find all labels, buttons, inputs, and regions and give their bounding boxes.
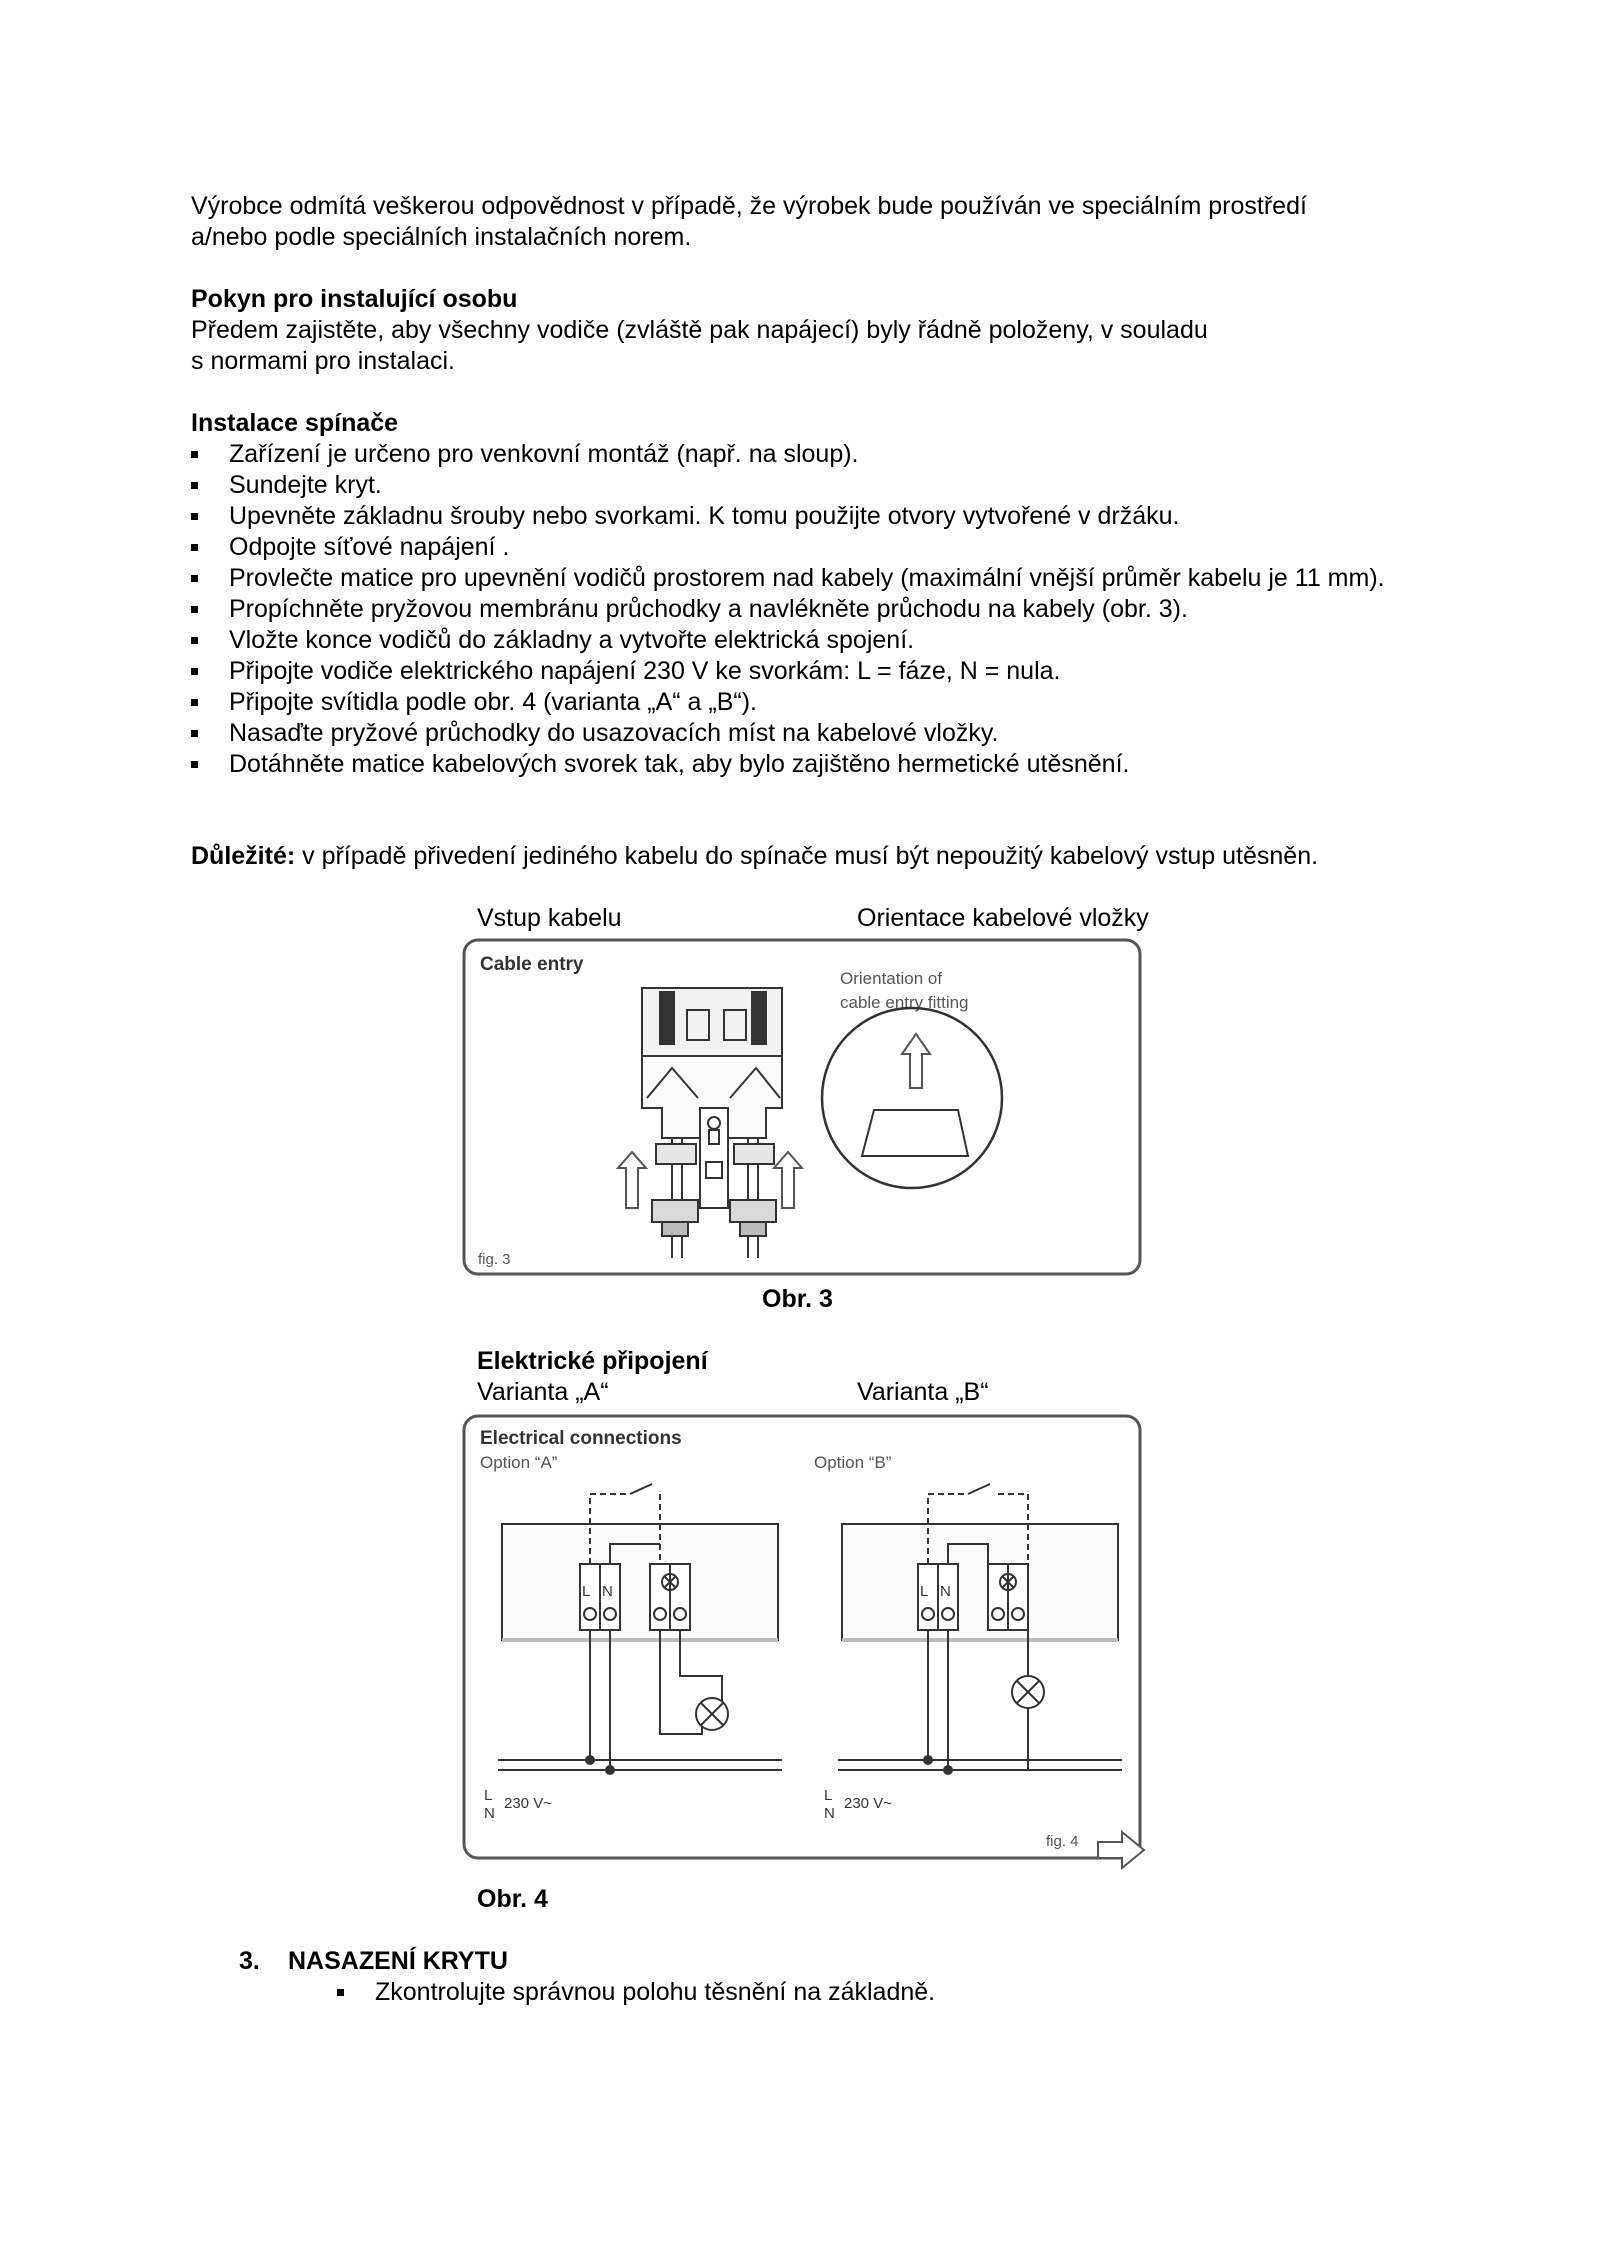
installer-heading: Pokyn pro instalující osobu <box>191 285 518 313</box>
cable-entry-fitting-shape <box>862 1110 968 1156</box>
list-item: Nasaďte pryžové průchodky do usazovacích míst na kabelové vložky. <box>191 718 1449 749</box>
intro-line-2: a/nebo podle speciálních instalačních norem. <box>191 223 692 251</box>
term-n-a: N <box>602 1583 613 1600</box>
fig4-heading: Elektrické připojení <box>477 1347 708 1375</box>
switch-install-heading: Instalace spínače <box>191 409 399 437</box>
bullet-icon <box>191 513 198 520</box>
important-label: Důležité: <box>191 842 296 870</box>
term-l-b: L <box>920 1583 929 1600</box>
installer-line-2: s normami pro instalaci. <box>191 347 455 375</box>
bullet-icon <box>337 1989 344 1996</box>
list-item: Odpojte síťové napájení . <box>191 532 1449 563</box>
list-item: Připojte svítidla podle obr. 4 (varianta „A“ a „B“). <box>191 687 1449 718</box>
fig4-caption: Obr. 4 <box>477 1885 548 1913</box>
bullet-icon <box>191 668 198 675</box>
fig3-title: Cable entry <box>480 954 584 975</box>
fig4-title: Electrical connections <box>480 1428 682 1449</box>
arrow-up-icon <box>902 1034 930 1088</box>
section3-title: NASAZENÍ KRYTU <box>288 1947 508 1975</box>
fig3-frame <box>464 940 1140 1274</box>
fig3-label-right: Orientace kabelové vložky <box>857 904 1149 932</box>
intro-line-1: Výrobce odmítá veškerou odpovědnost v případě, že výrobek bude používán ve speciálním prostředí <box>191 192 1307 220</box>
switch-install-list <box>191 439 1449 780</box>
supply-l-b: L <box>824 1787 833 1804</box>
list-item: Zařízení je určeno pro venkovní montáž (např. na sloup). <box>191 439 1449 470</box>
page-turn-arrow-icon <box>1098 1832 1144 1868</box>
list-item: Dotáhněte matice kabelových svorek tak, aby bylo zajištěno hermetické utěsnění. <box>191 749 1449 780</box>
fig3-orientation-line-1: Orientation of <box>840 969 943 988</box>
fig3-orientation-line-2: cable entry fitting <box>840 993 969 1012</box>
switch-body-drawing <box>642 988 782 1258</box>
bullet-icon <box>191 544 198 551</box>
list-item: Sundejte kryt. <box>191 470 1449 501</box>
list-item: Upevněte základnu šrouby nebo svorkami. K tomu použijte otvory vytvořené v držáku. <box>191 501 1449 532</box>
voltage-a: 230 V~ <box>504 1795 552 1812</box>
junction-dot <box>923 1755 933 1765</box>
arrow-up-icon <box>774 1152 802 1208</box>
fig3-tag: fig. 3 <box>478 1251 511 1268</box>
installer-line-1: Předem zajistěte, aby všechny vodiče (zvláště pak napájecí) byly řádně položeny, v souladu <box>191 316 1208 344</box>
section3-list <box>337 1977 935 2008</box>
list-item: Provlečte matice pro upevnění vodičů prostorem nad kabely (maximální vnější průměr kabelu je 11 mm). <box>191 563 1449 594</box>
supply-n-a: N <box>484 1805 495 1822</box>
fig4-option-a: Option “A” <box>480 1453 558 1472</box>
supply-l-a: L <box>484 1787 493 1804</box>
junction-dot <box>585 1755 595 1765</box>
bullet-icon <box>191 730 198 737</box>
bullet-icon <box>191 761 198 768</box>
list-item: Vložte konce vodičů do základny a vytvořte elektrická spojení. <box>191 625 1449 656</box>
important-note <box>191 841 1318 872</box>
bullet-icon <box>191 482 198 489</box>
junction-dot <box>943 1765 953 1775</box>
fig4-option-b: Option “B” <box>814 1453 892 1472</box>
bullet-icon <box>191 575 198 582</box>
bullet-icon <box>191 606 198 613</box>
important-text: v případě přivedení jediného kabelu do spínače musí být nepoužitý kabelový vstup utěsněn. <box>295 842 1319 870</box>
arrow-up-icon <box>618 1152 646 1208</box>
list-item: Propíchněte pryžovou membránu průchodky a navlékněte průchodu na kabely (obr. 3). <box>191 594 1449 625</box>
fig3-caption: Obr. 3 <box>762 1285 833 1313</box>
list-item: Zkontrolujte správnou polohu těsnění na základně. <box>337 1977 935 2008</box>
fig4-label-right: Varianta „B“ <box>857 1378 989 1406</box>
bullet-icon <box>191 699 198 706</box>
junction-dot <box>605 1765 615 1775</box>
voltage-b: 230 V~ <box>844 1795 892 1812</box>
orientation-circle <box>822 1008 1002 1188</box>
bullet-icon <box>191 451 198 458</box>
bullet-icon <box>191 637 198 644</box>
supply-n-b: N <box>824 1805 835 1822</box>
fig3-label-left: Vstup kabelu <box>477 904 622 932</box>
fig4-label-left: Varianta „A“ <box>477 1378 609 1406</box>
term-n-b: N <box>940 1583 951 1600</box>
list-item: Připojte vodiče elektrického napájení 230 V ke svorkám: L = fáze, N = nula. <box>191 656 1449 687</box>
term-l-a: L <box>582 1583 591 1600</box>
fig4-tag: fig. 4 <box>1046 1833 1079 1850</box>
section3-number: 3. <box>239 1947 260 1975</box>
fig3-cable-entry-diagram <box>462 938 1144 1278</box>
option-b-wiring <box>838 1484 1122 1770</box>
fig4-electrical-connections-diagram <box>462 1414 1164 1882</box>
option-a-wiring <box>498 1484 782 1770</box>
